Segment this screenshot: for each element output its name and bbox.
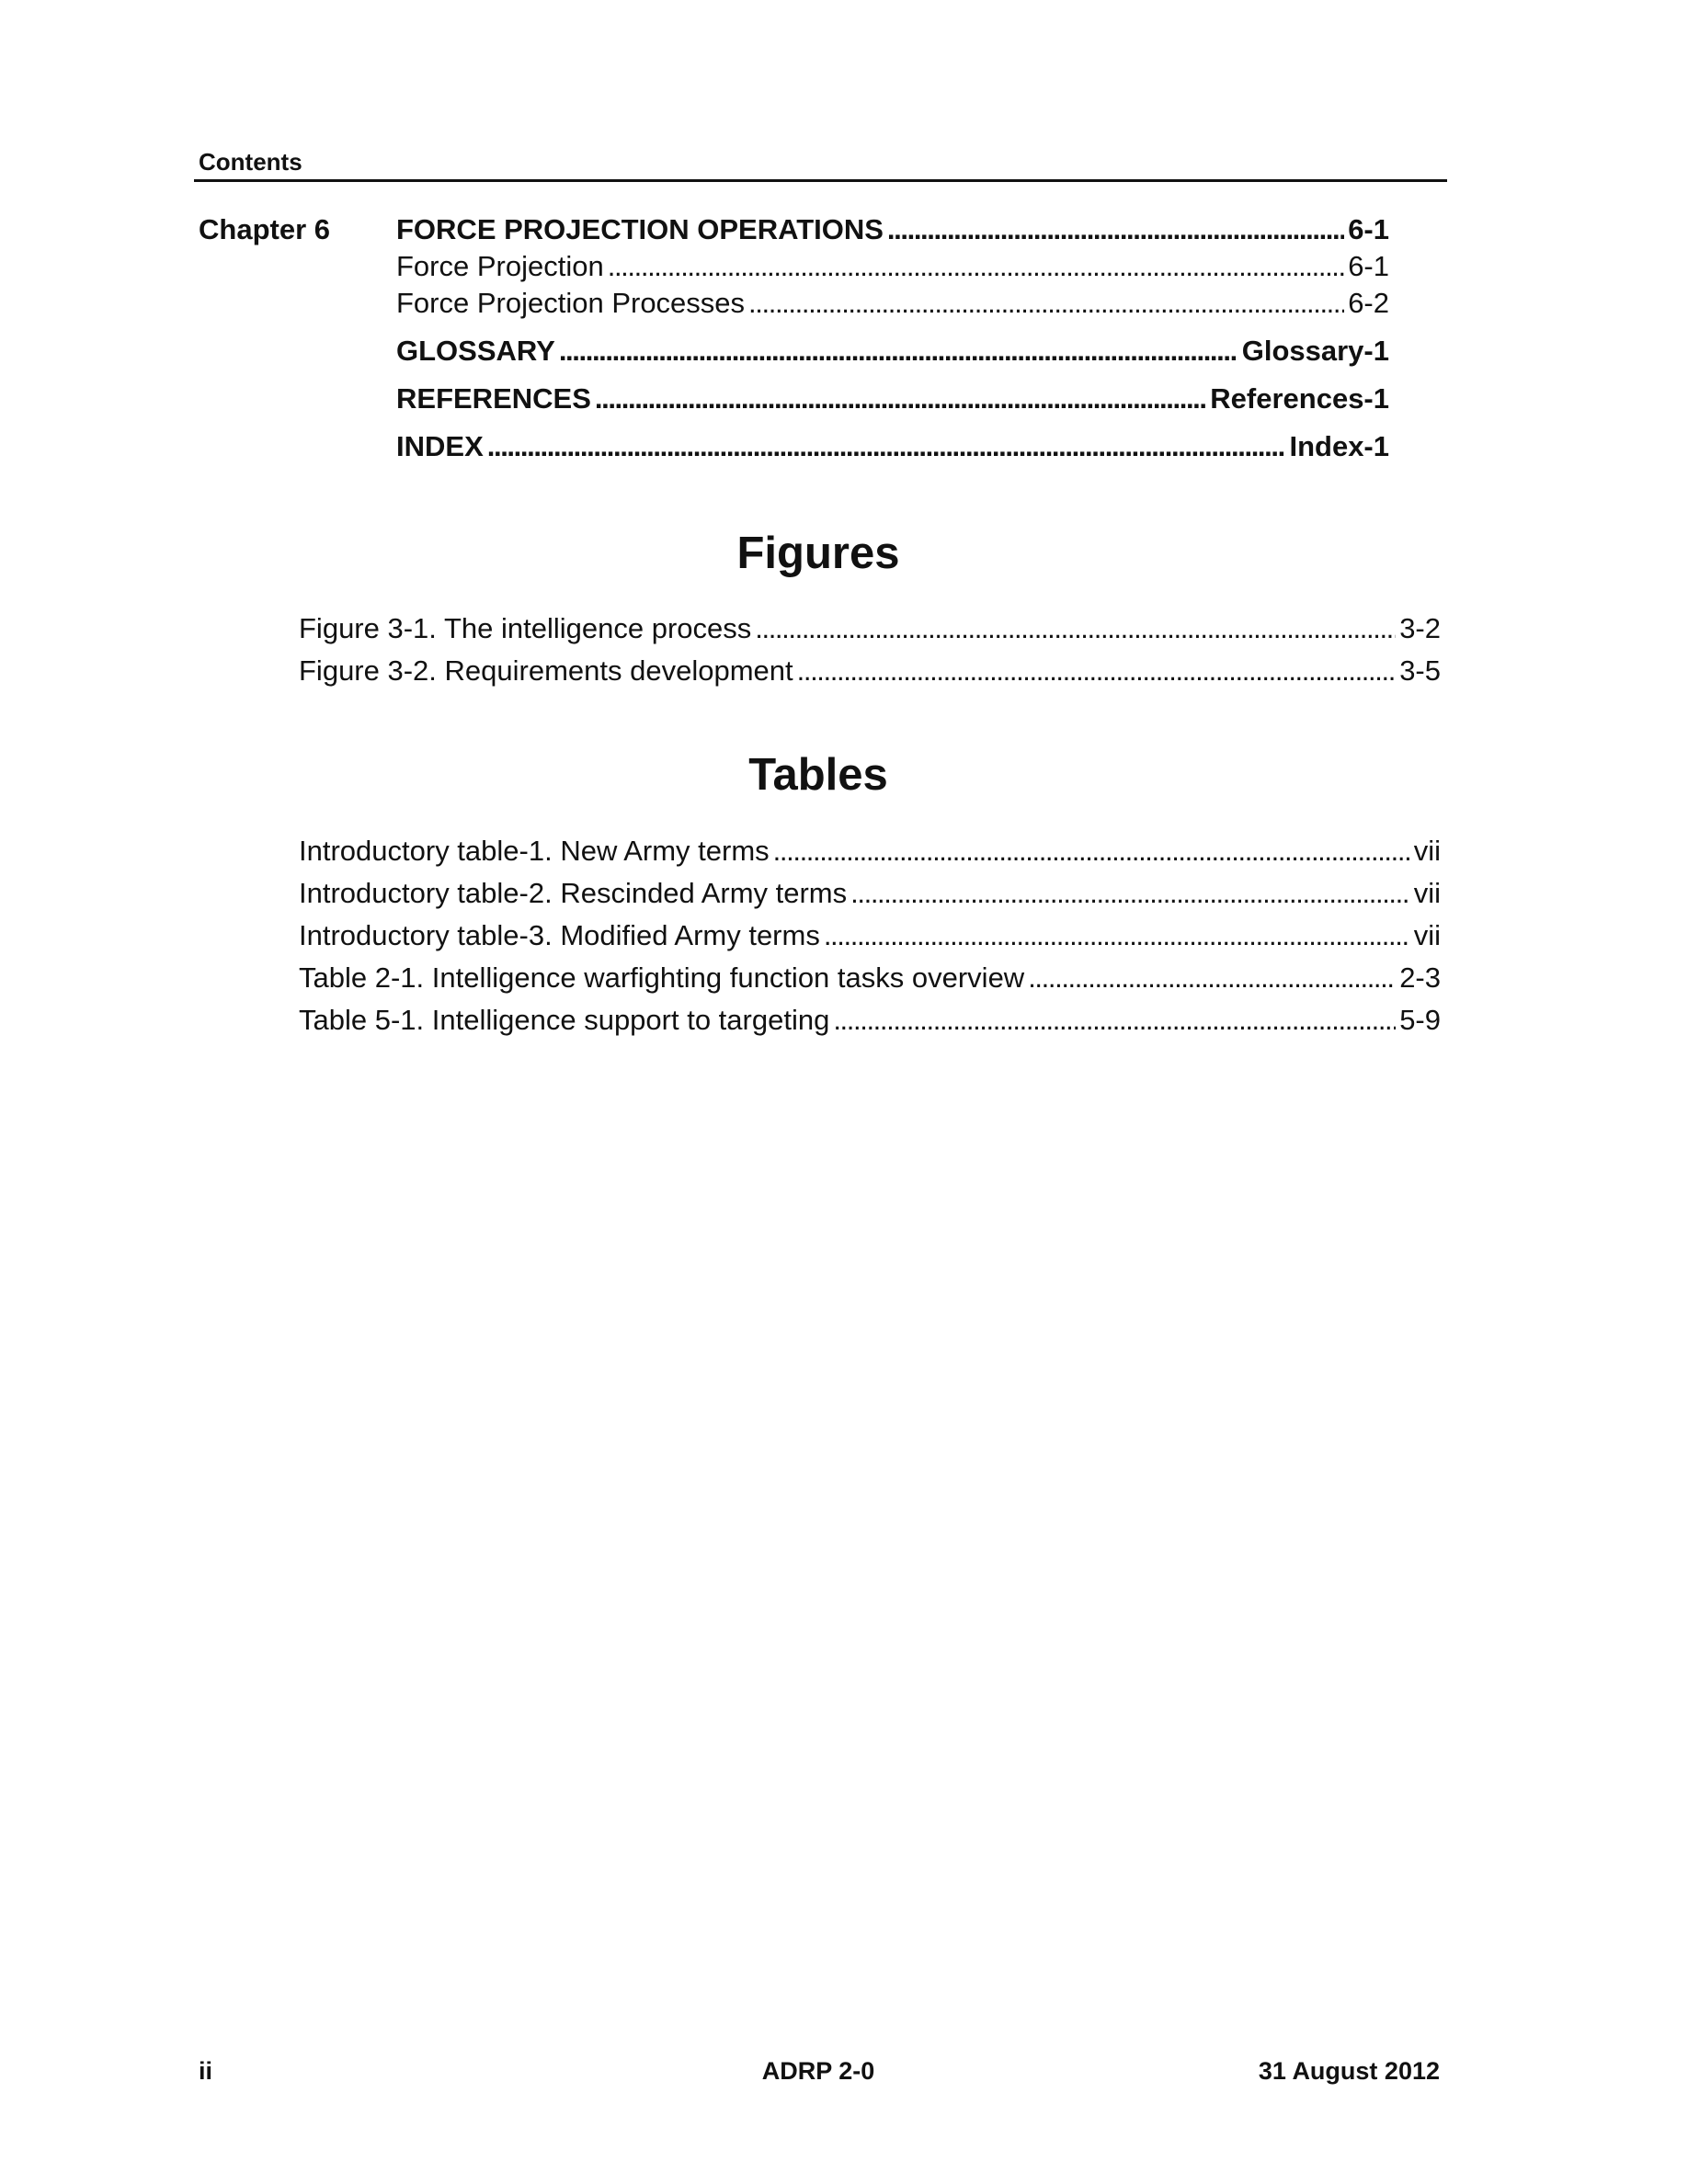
table-entry-page: vii	[1413, 835, 1441, 867]
toc-entry-page: Index-1	[1289, 430, 1389, 462]
table-entry-page: 5-9	[1399, 1004, 1441, 1036]
figure-entry-page: 3-5	[1399, 654, 1441, 687]
table-entry-page: vii	[1413, 919, 1441, 951]
toc-entry-page: 6-2	[1348, 287, 1389, 319]
table-entry-page: vii	[1413, 877, 1441, 909]
dot-leader	[595, 382, 1206, 415]
dot-leader	[755, 612, 1396, 645]
table-entry-title: Introductory table-1. New Army terms	[299, 835, 770, 867]
toc-entry-title: FORCE PROJECTION OPERATIONS	[396, 213, 884, 245]
toc-entry-title: Force Projection Processes	[396, 287, 746, 319]
table-entry-title: Table 5-1. Intelligence support to targeting	[299, 1004, 830, 1036]
dot-leader	[887, 213, 1344, 246]
running-header: Contents	[199, 148, 302, 176]
toc-entry-title: REFERENCES	[396, 382, 591, 415]
figure-entry-title: Figure 3-2. Requirements development	[299, 654, 793, 687]
dot-leader	[773, 835, 1410, 868]
dot-leader	[850, 877, 1410, 910]
toc-entry-title: INDEX	[396, 430, 484, 462]
toc-entry-page: References-1	[1210, 382, 1389, 415]
table-entry[interactable]	[299, 877, 1441, 910]
toc-entry-force-projection-processes[interactable]	[396, 287, 1389, 320]
dot-leader	[748, 287, 1344, 320]
table-entry[interactable]	[299, 961, 1441, 995]
toc-entry-page: Glossary-1	[1241, 335, 1389, 367]
toc-entry-force-projection-operations[interactable]	[396, 213, 1389, 246]
figure-entry[interactable]	[299, 612, 1441, 645]
table-entry-title: Table 2-1. Intelligence warfighting function tasks overview	[299, 961, 1025, 994]
toc-entry-glossary[interactable]	[396, 335, 1389, 368]
table-entry-page: 2-3	[1399, 961, 1441, 994]
dot-leader	[608, 250, 1344, 283]
footer-date: 31 August 2012	[1258, 2057, 1440, 2085]
footer-page-number: ii	[199, 2057, 213, 2085]
figure-entry-title: Figure 3-1. The intelligence process	[299, 612, 752, 644]
footer-publication: ADRP 2-0	[761, 2057, 875, 2085]
dot-leader	[1028, 961, 1396, 995]
table-entry-title: Introductory table-3. Modified Army terms	[299, 919, 820, 951]
toc-entry-title: GLOSSARY	[396, 335, 555, 367]
dot-leader	[824, 919, 1410, 952]
figure-entry[interactable]	[299, 654, 1441, 688]
toc-entry-references[interactable]	[396, 382, 1389, 415]
toc-entry-force-projection[interactable]	[396, 250, 1389, 283]
toc-entry-page: 6-1	[1348, 213, 1389, 245]
figure-entry-page: 3-2	[1399, 612, 1441, 644]
table-entry[interactable]	[299, 1004, 1441, 1037]
header-rule	[194, 179, 1447, 182]
dot-leader	[833, 1004, 1396, 1037]
figures-heading: Figures	[736, 529, 900, 578]
table-entry-title: Introductory table-2. Rescinded Army terms	[299, 877, 848, 909]
toc-entry-index[interactable]	[396, 430, 1389, 463]
table-entry[interactable]	[299, 835, 1441, 868]
table-entry[interactable]	[299, 919, 1441, 952]
toc-entry-page: 6-1	[1348, 250, 1389, 282]
toc-entry-title: Force Projection	[396, 250, 604, 282]
tables-heading: Tables	[748, 750, 888, 800]
dot-leader	[797, 654, 1397, 688]
dot-leader	[559, 335, 1238, 368]
dot-leader	[487, 430, 1286, 463]
chapter-label: Chapter 6	[199, 213, 330, 245]
